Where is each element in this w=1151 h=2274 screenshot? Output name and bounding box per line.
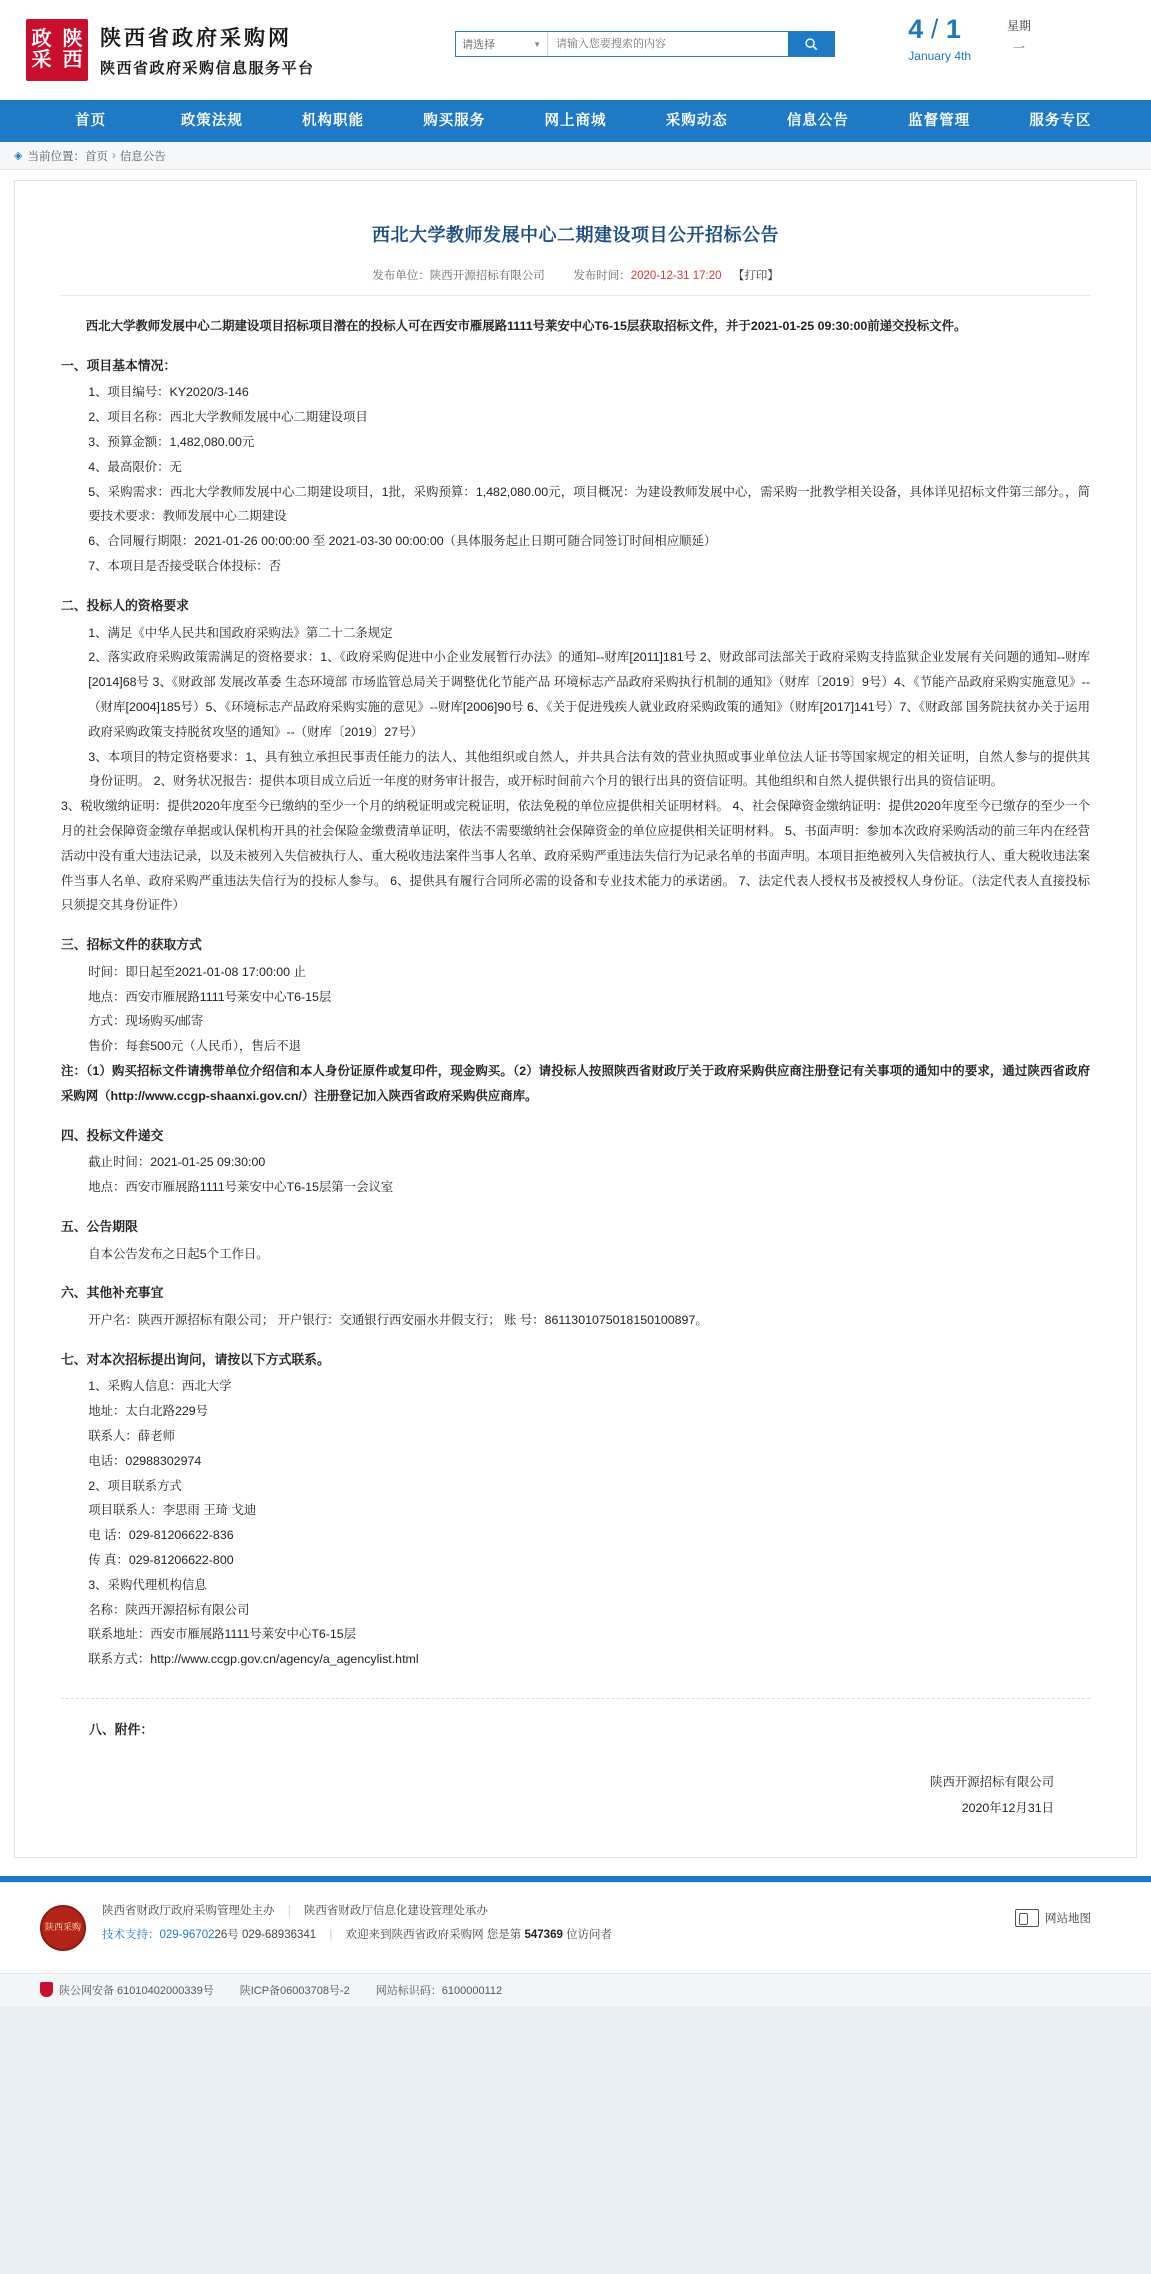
icp-record[interactable] <box>240 1982 350 1998</box>
section-4-line-2: 地点：西安市雁展路1111号莱安中心T6-15层第一会议室 <box>88 1180 394 1195</box>
police-badge-icon <box>40 1982 53 1997</box>
search-button[interactable] <box>788 32 834 56</box>
breadcrumb-separator: › <box>111 149 116 162</box>
section-2-line-2: 2、落实政府采购政策需满足的资格要求：1、《政府采购促进中小企业发展暂行办法》的通知--财库[2011]181号 2、财政部司法部关于政府采购支持监狱企业发展有关问题的通知--财库[2014]68号 3、《财政部 发展改革委 生态环境部 市场监管总局关于调整优化节能产品 环境标志产品政府采购执行机制的通知》（财库〔2019〕9号）4、《节能产品政府采购实施意见》--（财库[2004]185号）5、《环境标志产品政府采购实施的意见》--财库[2006]90号 6、《关于促进残疾人就业政府采购政策的通知》（财库[2017]141号）7、《财政部 国务院扶贫办关于运用政府采购政策支持脱贫攻坚的通知》--（财库〔2019〕27号） <box>88 650 1090 739</box>
site-title <box>100 22 315 78</box>
section-3-line-1: 时间：即日起至2021-01-08 17:00:00 止 <box>88 964 306 979</box>
section-7-line-4: 电话：02988302974 <box>88 1453 202 1468</box>
breadcrumb-prefix: 当前位置： <box>27 150 85 163</box>
government-seal-icon <box>40 1905 86 1951</box>
nav-item-zone[interactable]: 服务专区 <box>1029 113 1092 129</box>
breadcrumb-item-home[interactable]: 首页 <box>84 150 108 163</box>
date-month-number: 4 <box>908 14 924 44</box>
date-day-ordinal: 4th <box>954 49 971 63</box>
attachment-heading: 八、附件： <box>61 1698 1090 1743</box>
footer-bottom-bar <box>0 1973 1151 2006</box>
signature-date: 2020年12月31日 <box>961 1800 1054 1815</box>
sitemap-label: 网站地图 <box>1045 1912 1091 1925</box>
section-heading-4: 四、投标文件递交 <box>61 1127 164 1143</box>
nav-item-announcements[interactable]: 信息公告 <box>786 113 849 129</box>
section-heading-5: 五、公告期限 <box>61 1218 138 1234</box>
breadcrumb <box>0 142 1151 170</box>
section-7-line-8: 传 真：029-81206622-800 <box>88 1553 234 1568</box>
section-heading-2: 二、投标人的资格要求 <box>61 597 189 613</box>
page-title: 西北大学教师发展中心二期建设项目公开招标公告 <box>372 225 779 245</box>
search-category-select[interactable] <box>456 32 548 56</box>
section-7-line-9: 3、采购代理机构信息 <box>88 1577 207 1592</box>
section-7-line-6: 项目联系人：李思雨 王琦 戈迪 <box>88 1503 257 1518</box>
site-id-label: 网站标识码：6100000112 <box>375 1984 503 1997</box>
section-heading-1: 一、项目基本情况： <box>61 357 177 373</box>
section-7-line-11: 联系地址：西安市雁展路1111号莱安中心T6-15层 <box>88 1627 357 1642</box>
document-body <box>61 314 1090 1821</box>
publish-time-label: 发布时间： <box>573 270 631 282</box>
sitemap-link[interactable] <box>1015 1909 1091 1927</box>
logo-char-1: 陕 <box>62 28 83 50</box>
section-2-line-3: 3、本项目的特定资格要求：1、具有独立承担民事责任能力的法人、其他组织或自然人，并共具合法有效的营业执照或事业单位法人证书等国家规定的相关证明，自然人参与的提供其身份证明。 2、财务状况报告：提供本项目成立后近一年度的财务审计报告，或开标时间前六个月的银行出具的资信证明。其他组织和自然人提供银行出具的资信证明。 <box>88 749 1090 789</box>
nav-item-mall[interactable]: 网上商城 <box>544 113 607 129</box>
site-logo[interactable] <box>26 19 315 81</box>
footer-operator: 陕西省财政厅信息化建设管理处承办 <box>303 1904 488 1917</box>
weekday-display <box>1007 16 1031 59</box>
section-heading-6: 六、其他补充事宜 <box>61 1285 164 1301</box>
section-1-line-4: 4、最高限价：无 <box>88 459 182 474</box>
date-month-name: January <box>908 49 951 63</box>
date-slash: / <box>930 14 939 44</box>
content-wrapper <box>0 170 1151 1858</box>
section-7-line-5: 2、项目联系方式 <box>88 1478 182 1493</box>
site-id <box>376 1982 502 1998</box>
weekday-value: 一 <box>1012 40 1025 55</box>
section-1-line-7: 7、本项目是否接受联合体投标：否 <box>88 559 282 574</box>
visitor-count: 547369 <box>524 1928 563 1941</box>
publish-time-value: 2020-12-31 17:20 <box>630 270 722 282</box>
logo-char-3: 西 <box>62 49 83 71</box>
nav-item-supervision[interactable]: 监督管理 <box>908 113 971 129</box>
nav-item-home[interactable]: 首页 <box>75 113 107 129</box>
section-1-line-3: 3、预算金额：1,482,080.00元 <box>88 435 255 450</box>
logo-mark-icon <box>26 19 88 81</box>
section-3-line-2: 地点：西安市雁展路1111号莱安中心T6-15层 <box>88 989 332 1004</box>
section-7-line-12: 联系方式：http://www.ccgp.gov.cn/agency/a_agencylist.html <box>88 1652 419 1667</box>
nav-item-policy[interactable]: 政策法规 <box>180 113 243 129</box>
section-1-line-6: 6、合同履行期限：2021-01-26 00:00:00 至 2021-03-30 00:00:00（具体服务起止日期可随合同签订时间相应顺延） <box>88 534 717 549</box>
footer-line-1: 陕西省财政厅政府采购管理处主办 | 陕西省财政厅信息化建设管理处承办 <box>102 1904 488 1917</box>
police-record[interactable] <box>40 1982 214 1998</box>
footer-sponsor: 陕西省财政厅政府采购管理处主办 <box>102 1904 275 1917</box>
section-1-line-1: 1、项目编号：KY2020/3-146 <box>88 385 249 400</box>
site-title-line2: 陕西省政府采购信息服务平台 <box>100 60 315 77</box>
signature-company: 陕西开源招标有限公司 <box>930 1774 1054 1789</box>
document-signature <box>61 1769 1090 1821</box>
section-6-line-1: 开户名：陕西开源招标有限公司； 开户银行：交通银行西安丽水井假支行； 账 号：8611301075018150100897。 <box>88 1312 708 1327</box>
section-heading-7: 七、对本次招标提出询问，请按以下方式联系。 <box>61 1351 330 1367</box>
section-3-note: 注：（1）购买招标文件请携带单位介绍信和本人身份证原件或复印件，现金购买。（2）请投标人按照陕西省财政厅关于政府采购供应商注册登记有关事项的通知中的要求，通过陕西省政府采购网（http://www.ccgp-shaanxi.gov.cn/）注册登记加入陕西省政府采购供应商库。 <box>61 1064 1090 1103</box>
print-button[interactable]: 【打印】 <box>732 270 779 282</box>
footer-welcome-suffix: 位访问者 <box>566 1928 613 1941</box>
section-heading-3: 三、招标文件的获取方式 <box>61 937 202 953</box>
chevron-down-icon: ▼ <box>533 39 541 49</box>
section-1-line-5: 5、采购需求：西北大学教师发展中心二期建设项目，1批，采购预算：1,482,080.00元，项目概况：为建设教师发展中心，需采购一批教学相关设备，具体详见招标文件第三部分。，简要技术要求：教师发展中心二期建设 <box>88 484 1090 524</box>
section-5-line-1: 自本公告发布之日起5个工作日。 <box>88 1246 269 1261</box>
section-2-line-1: 1、满足《中华人民共和国政府采购法》第二十二条规定 <box>88 625 393 640</box>
location-pin-icon: ◈ <box>14 150 23 162</box>
site-footer <box>0 1882 1151 1973</box>
main-nav <box>0 100 1151 142</box>
date-day-number: 1 <box>945 14 961 44</box>
footer-welcome: 欢迎来到陕西省政府采购网 您是第 <box>345 1928 522 1941</box>
section-4-line-1: 截止时间：2021-01-25 09:30:00 <box>88 1155 266 1170</box>
section-7-line-1: 1、采购人信息：西北大学 <box>88 1379 232 1394</box>
nav-item-services[interactable]: 购买服务 <box>423 113 486 129</box>
search-icon <box>804 37 818 51</box>
weekday-label: 星期 <box>1006 19 1031 33</box>
section-7-line-7: 电 话：029-81206622-836 <box>88 1528 234 1543</box>
date-display <box>908 16 971 63</box>
footer-support-prefix: 技术支持：029-96702 <box>102 1928 215 1941</box>
section-3-line-4: 售价：每套500元（人民币），售后不退 <box>88 1039 301 1054</box>
publisher-label: 发布单位： <box>372 270 430 282</box>
announcement-card <box>14 180 1137 1858</box>
nav-item-functions[interactable]: 机构职能 <box>302 113 365 129</box>
seal-text: 陕西采购 <box>44 1921 81 1932</box>
footer-support-mid: 26号 029-68936341 <box>214 1928 317 1941</box>
section-7-line-3: 联系人：薛老师 <box>88 1428 175 1443</box>
map-icon <box>1015 1909 1039 1927</box>
icp-record-label: 陕ICP备06003708号-2 <box>239 1984 350 1997</box>
police-record-label: 陕公网安备 61010402000339号 <box>59 1984 214 1997</box>
section-1-line-2: 2、项目名称：西北大学教师发展中心二期建设项目 <box>88 410 368 425</box>
section-3-line-3: 方式：现场购买/邮寄 <box>88 1014 204 1029</box>
search-input[interactable] <box>548 32 788 56</box>
site-title-line1: 陕西省政府采购网 <box>100 27 292 50</box>
logo-char-0: 政 <box>31 28 52 50</box>
site-header <box>0 0 1151 100</box>
logo-char-2: 采 <box>31 49 52 71</box>
publisher-value: 陕西开源招标有限公司 <box>429 270 545 282</box>
footer-line-2: 技术支持：029-9670226号 029-68936341 | 欢迎来到陕西省政府采购网 您是第 547369 位访问者 <box>102 1928 613 1941</box>
section-7-line-2: 地址：太白北路229号 <box>88 1404 209 1419</box>
footer-text-block <box>102 1899 612 1947</box>
document-meta <box>61 267 1090 296</box>
nav-item-news[interactable]: 采购动态 <box>665 113 728 129</box>
section-2-line-4: 3、税收缴纳证明：提供2020年度至今已缴纳的至少一个月的纳税证明或完税证明，依法免税的单位应提供相关证明材料。 4、社会保障资金缴纳证明：提供2020年度至今已缴存的至少一个月的社会保障资金缴存单据或认保机构开具的社会保险金缴费清单证明，依法不需要缴纳社会保障资金的单位应提供相关证明材料。 5、书面声明：参加本次政府采购活动的前三年内在经营活动中没有重大违法记录，以及未被列入失信被执行人、重大税收违法案件当事人名单、政府采购严重违法失信行为记录名单的书面声明。本项目拒绝被列入失信被执行人、重大税收违法案件当事人名单、政府采购严重违法失信行为的投标人参与。 6、提供具有履行合同所必需的设备和专业技术能力的承诺函。 7、法定代表人授权书及被授权人身份证。（法定代表人直接投标只须提交其身份证件） <box>61 799 1090 913</box>
search-category-value: 请选择 <box>462 39 495 51</box>
search-bar <box>455 31 835 57</box>
section-7-line-10: 名称：陕西开源招标有限公司 <box>88 1602 250 1617</box>
document-intro: 西北大学教师发展中心二期建设项目招标项目潜在的投标人可在西安市雁展路1111号莱安中心T6-15层获取招标文件，并于2021-01-25 09:30:00前递交投标文件。 <box>85 319 967 333</box>
breadcrumb-item-announcements[interactable]: 信息公告 <box>119 150 166 163</box>
